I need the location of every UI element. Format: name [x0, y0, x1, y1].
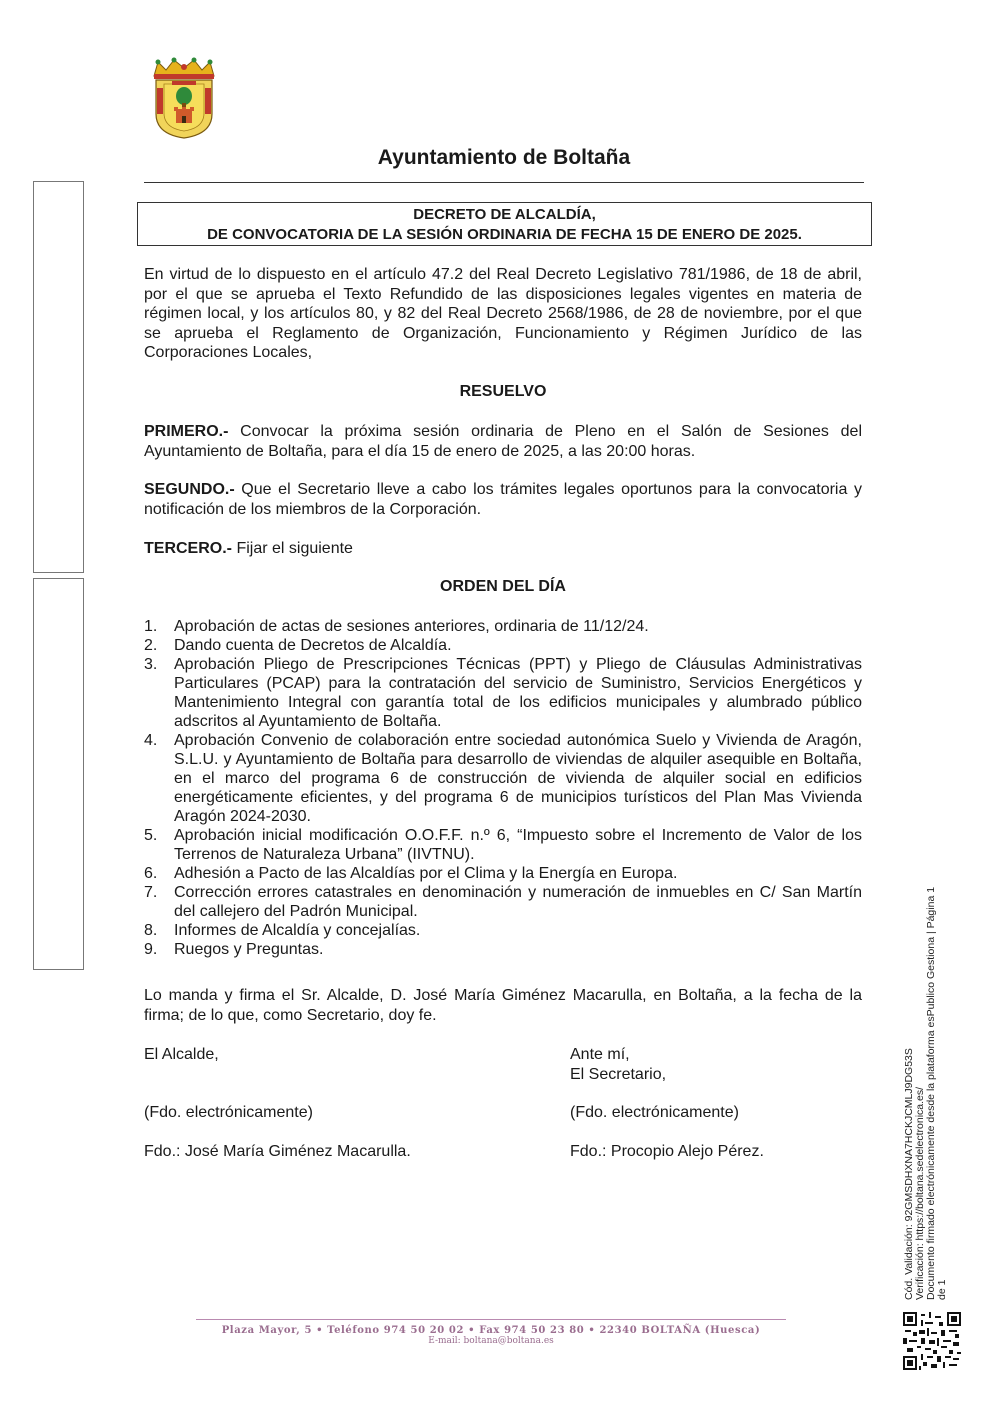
closing-paragraph: Lo manda y firma el Sr. Alcalde, D. José María Giménez Macarulla, en Boltaña, a la fecha de la firma; de lo que, como Secretario, doy fe.	[144, 987, 862, 1024]
agenda-item-text: Ruegos y Preguntas.	[174, 941, 324, 958]
footer-email: E-mail: boltana@boltana.es	[428, 1336, 554, 1346]
agenda-item-number: 8.	[144, 922, 158, 939]
segundo-paragraph	[144, 480, 862, 519]
agenda-item-text: Aprobación Pliego de Prescripciones Técnicas (PPT) y Pliego de Cláusulas Administrativas Particulares (PCAP) para la contratación del servicio de Suministro, Servicios Energéticos y Mantenimiento Integral con garantía total de los edificios municipales y alumbrado público adscritos al Ayuntamiento de Boltaña.	[174, 656, 862, 730]
intro-paragraph: En virtud de lo dispuesto en el artículo 47.2 del Real Decreto Legislativo 781/1986, de 18 de abril, por el que se aprueba el Texto Refundido de las disposiciones legales vigentes en materia de régimen local, y los artículos 80, y 82 del Real Decreto 2568/1986, de 28 de noviembre, por el que se aprueba el Reglamento de Organización, Funcionamiento y Régimen Jurídico de las Corporaciones Locales,	[144, 266, 862, 361]
agenda-item-text: Corrección errores catastrales en denominación y numeración de inmuebles en C/ San Martín del callejero del Padrón Municipal.	[174, 884, 862, 920]
agenda-item	[144, 940, 862, 959]
organization-title: Ayuntamiento de Boltaña	[377, 146, 631, 169]
resuelvo-heading: RESUELVO	[459, 383, 547, 400]
decree-title-line2: DE CONVOCATORIA DE LA SESIÓN ORDINARIA DE FECHA 15 DE ENERO DE 2025.	[207, 226, 802, 243]
agenda-item-text: Aprobación Convenio de colaboración entre sociedad autonómica Suelo y Vivienda de Aragón, S.L.U. y Ayuntamiento de Boltaña para desarrollo de viviendas de alquiler asequible en Boltaña, en el marco del programa 6 de construcción de vivienda de alquiler social en edificios energéticamente eficientes, y del programa 6 de municipios turísticos del Plan Mas Vivienda Aragón 2024-2030.	[174, 732, 862, 825]
right-signatory-name: Fdo.: Procopio Alejo Pérez.	[570, 1143, 764, 1160]
segundo-label: SEGUNDO.-	[144, 481, 235, 498]
agenda-item	[144, 864, 862, 883]
right-signatory-role-1: Ante mí,	[570, 1046, 630, 1063]
left-margin-box-lower	[33, 578, 84, 970]
qr-code	[903, 1312, 961, 1370]
agenda-item	[144, 921, 862, 940]
agenda-item-text: Adhesión a Pacto de las Alcaldías por el Clima y la Energía en Europa.	[174, 865, 678, 882]
agenda-item-number: 5.	[144, 827, 158, 844]
tercero-paragraph	[144, 539, 862, 559]
tercero-text: Fijar el siguiente	[232, 540, 353, 557]
agenda-item-number: 9.	[144, 941, 158, 958]
agenda-item	[144, 826, 862, 864]
agenda-item-number: 2.	[144, 637, 158, 654]
orden-del-dia-heading: ORDEN DEL DÍA	[440, 578, 566, 595]
verification-url[interactable]: Verificación: https://boltana.sedelectronica.es/	[914, 1086, 926, 1300]
left-electronic-signature: (Fdo. electrónicamente)	[144, 1104, 313, 1121]
footer-divider	[196, 1319, 786, 1320]
decree-title-line1: DECRETO DE ALCALDÍA,	[413, 206, 596, 223]
validation-code: Cód. Validación: 92GMSDHXNA7HCKJCMLJ9DG53S	[903, 1048, 915, 1300]
agenda-item-text: Aprobación de actas de sesiones anteriores, ordinaria de 11/12/24.	[174, 618, 649, 635]
agenda-item	[144, 655, 862, 731]
footer-address: Plaza Mayor, 5 • Teléfono 974 50 20 02 • Fax 974 50 23 80 • 22340 BOLTAÑA (Huesca)	[221, 1325, 761, 1336]
agenda-item-number: 1.	[144, 618, 158, 635]
agenda-item-text: Dando cuenta de Decretos de Alcaldía.	[174, 637, 452, 654]
agenda-item-number: 7.	[144, 884, 158, 901]
agenda-item	[144, 883, 862, 921]
document-signature-note: Documento firmado electrónicamente desde la plataforma esPublico Gestiona | Página 1 de 1	[925, 886, 948, 1300]
agenda-item-number: 3.	[144, 656, 158, 673]
segundo-text: Que el Secretario lleve a cabo los trámites legales oportunos para la convocatoria y notificación de los miembros de la Corporación.	[144, 481, 862, 518]
right-signatory-role-2: El Secretario,	[570, 1066, 667, 1083]
validation-block	[904, 880, 948, 1300]
right-electronic-signature: (Fdo. electrónicamente)	[570, 1104, 739, 1121]
agenda-item-text: Aprobación inicial modificación O.O.F.F. n.º 6, “Impuesto sobre el Incremento de Valor de los Terrenos de Naturaleza Urbana” (IIVTNU).	[174, 827, 862, 863]
tercero-label: TERCERO.-	[144, 540, 232, 557]
primero-label: PRIMERO.-	[144, 423, 229, 440]
primero-paragraph	[144, 422, 862, 461]
agenda-list	[144, 617, 862, 959]
primero-text: Convocar la próxima sesión ordinaria de Pleno en el Salón de Sesiones del Ayuntamiento de Boltaña, para el día 15 de enero de 2025, a las 20:00 horas.	[144, 423, 862, 460]
agenda-item	[144, 636, 862, 655]
header-divider	[144, 182, 864, 183]
decree-title-box	[137, 202, 872, 246]
agenda-item-text: Informes de Alcaldía y concejalías.	[174, 922, 421, 939]
agenda-item	[144, 731, 862, 826]
left-signatory-name: Fdo.: José María Giménez Macarulla.	[144, 1143, 411, 1160]
agenda-item	[144, 617, 862, 636]
left-margin-box-upper	[33, 181, 84, 573]
municipal-crest-logo	[148, 56, 220, 140]
left-signatory-role: El Alcalde,	[144, 1046, 219, 1063]
agenda-item-number: 6.	[144, 865, 158, 882]
agenda-item-number: 4.	[144, 732, 158, 749]
